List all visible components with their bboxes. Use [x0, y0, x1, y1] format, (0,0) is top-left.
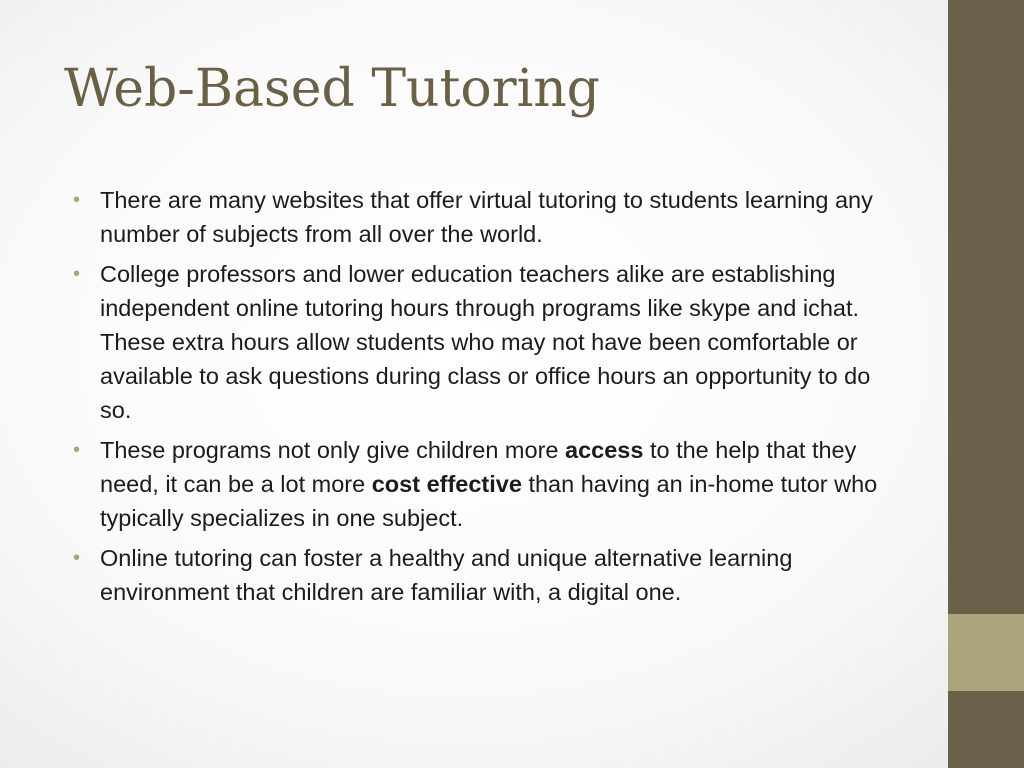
bullet-item	[70, 183, 900, 251]
bullet-text-segment: to the help that they need, it can be a lot more	[100, 437, 857, 497]
bullet-marker: •	[73, 547, 81, 569]
bold-term-cost-effective: cost effective	[371, 471, 522, 497]
slide-title: Web-Based Tutoring	[64, 59, 600, 119]
bold-term-access: access	[565, 437, 644, 463]
bullet-text	[100, 437, 877, 531]
bullet-text: There are many websites that offer virtual tutoring to students learning any number of subjects from all over the world.	[100, 187, 873, 247]
bullet-marker: •	[73, 263, 81, 285]
bullet-text-segment: than having an in-home tutor who typically specializes in one subject.	[100, 471, 878, 531]
bullet-marker: •	[73, 439, 81, 461]
bullet-text-segment: These programs not only give children more	[100, 437, 565, 463]
bullet-marker: •	[73, 189, 81, 211]
bullet-item	[70, 257, 900, 427]
bullet-list	[70, 183, 900, 615]
sidebar-accent-block	[948, 614, 1024, 691]
bullet-item	[70, 433, 900, 535]
bullet-item	[70, 541, 900, 609]
bullet-text: Online tutoring can foster a healthy and unique alternative learning environment that children are familiar with, a digital one.	[100, 545, 793, 605]
bullet-text: College professors and lower education teachers alike are establishing independent online tutoring hours through programs like skype and ichat. These extra hours allow students who may not have been comfortable or available to ask questions during class or office hours an opportunity to do so.	[100, 261, 871, 423]
